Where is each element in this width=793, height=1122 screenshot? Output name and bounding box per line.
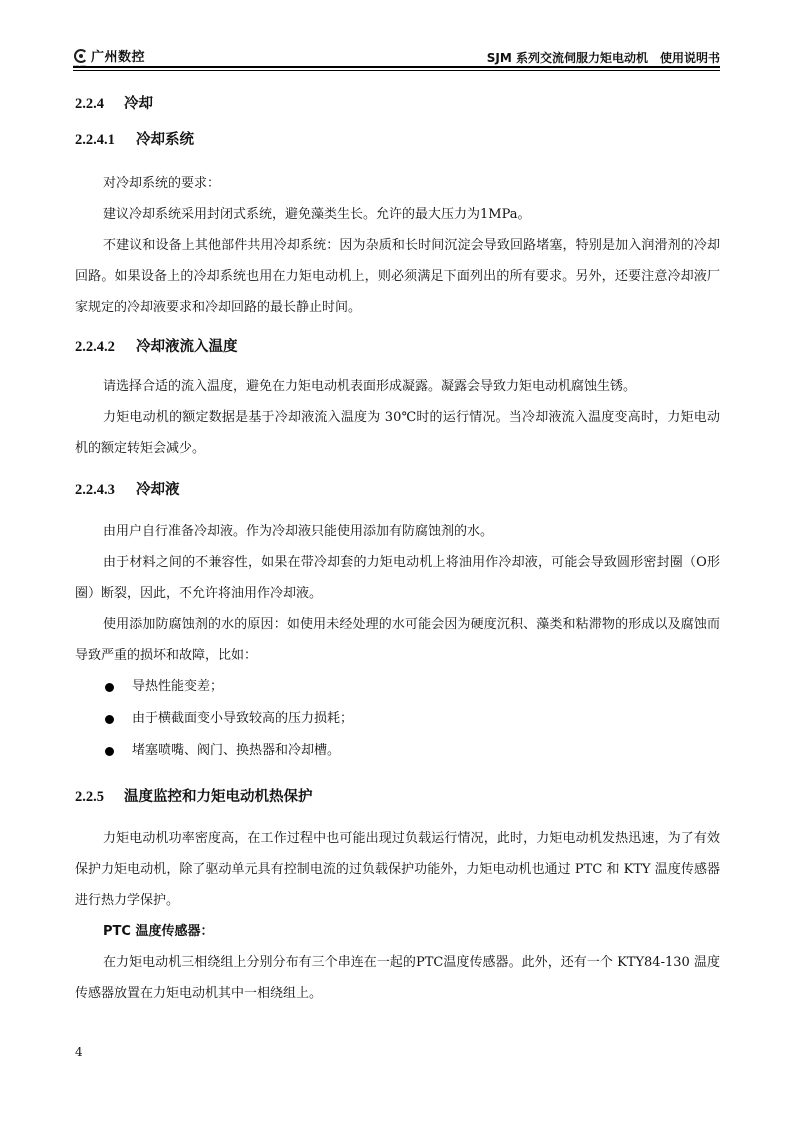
section-heading bbox=[75, 92, 720, 118]
section-title: 冷却 bbox=[124, 96, 153, 112]
section-heading bbox=[75, 785, 720, 811]
subsection-heading bbox=[75, 128, 720, 162]
logo-icon bbox=[73, 48, 89, 64]
section-title: 冷却液 bbox=[136, 482, 180, 498]
list-item-text: 导热性能变差； bbox=[132, 679, 224, 694]
section-number: 2.2.4.1 bbox=[75, 132, 115, 148]
bullet-icon bbox=[105, 683, 114, 692]
paragraph: 力矩电动机功率密度高，在工作过程中也可能出现过负载运行情况，此时，力矩电动机发热迅速，为了有效保护力矩电动机，除了驱动单元具有控制电流的过负载保护功能外，力矩电动机也通过 PTC 和 KTY 温度传感器进行热力学保护。 bbox=[75, 831, 720, 908]
paragraph: 使用添加防腐蚀剂的水的原因：如使用未经处理的水可能会因为硬度沉积、藻类和粘滞物的形成以及腐蚀而导致严重的损坏和故障，比如： bbox=[75, 617, 720, 663]
paragraph: 力矩电动机的额定数据是基于冷却液流入温度为 30℃时的运行情况。当冷却液流入温度变高时，力矩电动机的额定转矩会减少。 bbox=[75, 410, 720, 456]
list-item bbox=[75, 735, 720, 767]
subsection-heading bbox=[75, 478, 720, 504]
logo-text: 广州数控 bbox=[91, 50, 146, 65]
bullet-icon bbox=[105, 715, 114, 724]
header-rule bbox=[73, 66, 720, 68]
page-content bbox=[75, 92, 720, 1009]
subsection-heading bbox=[75, 335, 720, 361]
list-item-text: 堵塞喷嘴、阀门、换热器和冷却槽。 bbox=[132, 743, 341, 758]
header-rule-thin bbox=[73, 70, 720, 71]
section-number: 2.2.4 bbox=[75, 96, 104, 112]
document-title: SJM 系列交流伺服力矩电动机 使用说明书 bbox=[486, 51, 720, 65]
list-item bbox=[75, 671, 720, 703]
page-number: 4 bbox=[75, 1045, 83, 1059]
paragraph: 由用户自行准备冷却液。作为冷却液只能使用添加有防腐蚀剂的水。 bbox=[103, 524, 494, 539]
paragraph: 不建议和设备上其他部件共用冷却系统：因为杂质和长时间沉淀会导致回路堵塞，特别是加入润滑剂的冷却回路。如果设备上的冷却系统也用在力矩电动机上，则必须满足下面列出的所有要求。另外，还要注意冷却液厂家规定的冷却液要求和冷却回路的最长静止时间。 bbox=[75, 238, 720, 315]
list-item-text: 由于横截面变小导致较高的压力损耗； bbox=[132, 711, 354, 726]
section-title: 冷却系统 bbox=[136, 132, 194, 148]
section-title: 温度监控和力矩电动机热保护 bbox=[124, 789, 313, 805]
paragraph: 建议冷却系统采用封闭式系统，避免藻类生长。允许的最大压力为1MPa。 bbox=[103, 207, 531, 222]
paragraph: 对冷却系统的要求： bbox=[103, 176, 221, 191]
bullet-icon bbox=[105, 747, 114, 756]
paragraph: 请选择合适的流入温度，避免在力矩电动机表面形成凝露。凝露会导致力矩电动机腐蚀生锈。 bbox=[103, 379, 637, 394]
section-number: 2.2.4.2 bbox=[75, 339, 115, 355]
section-number: 2.2.5 bbox=[75, 789, 104, 805]
section-title: 冷却液流入温度 bbox=[136, 339, 238, 355]
company-logo bbox=[73, 46, 145, 65]
section-number: 2.2.4.3 bbox=[75, 482, 115, 498]
list-item bbox=[75, 703, 720, 735]
subsection-label: PTC 温度传感器： bbox=[103, 924, 214, 939]
paragraph: 由于材料之间的不兼容性，如果在带冷却套的力矩电动机上将油用作冷却液，可能会导致圆形密封圈（O形圈）断裂，因此，不允许将油用作冷却液。 bbox=[75, 555, 720, 601]
paragraph: 在力矩电动机三相绕组上分别分布有三个串连在一起的PTC温度传感器。此外，还有一个 KTY84-130 温度传感器放置在力矩电动机其中一相绕组上。 bbox=[75, 955, 720, 1001]
